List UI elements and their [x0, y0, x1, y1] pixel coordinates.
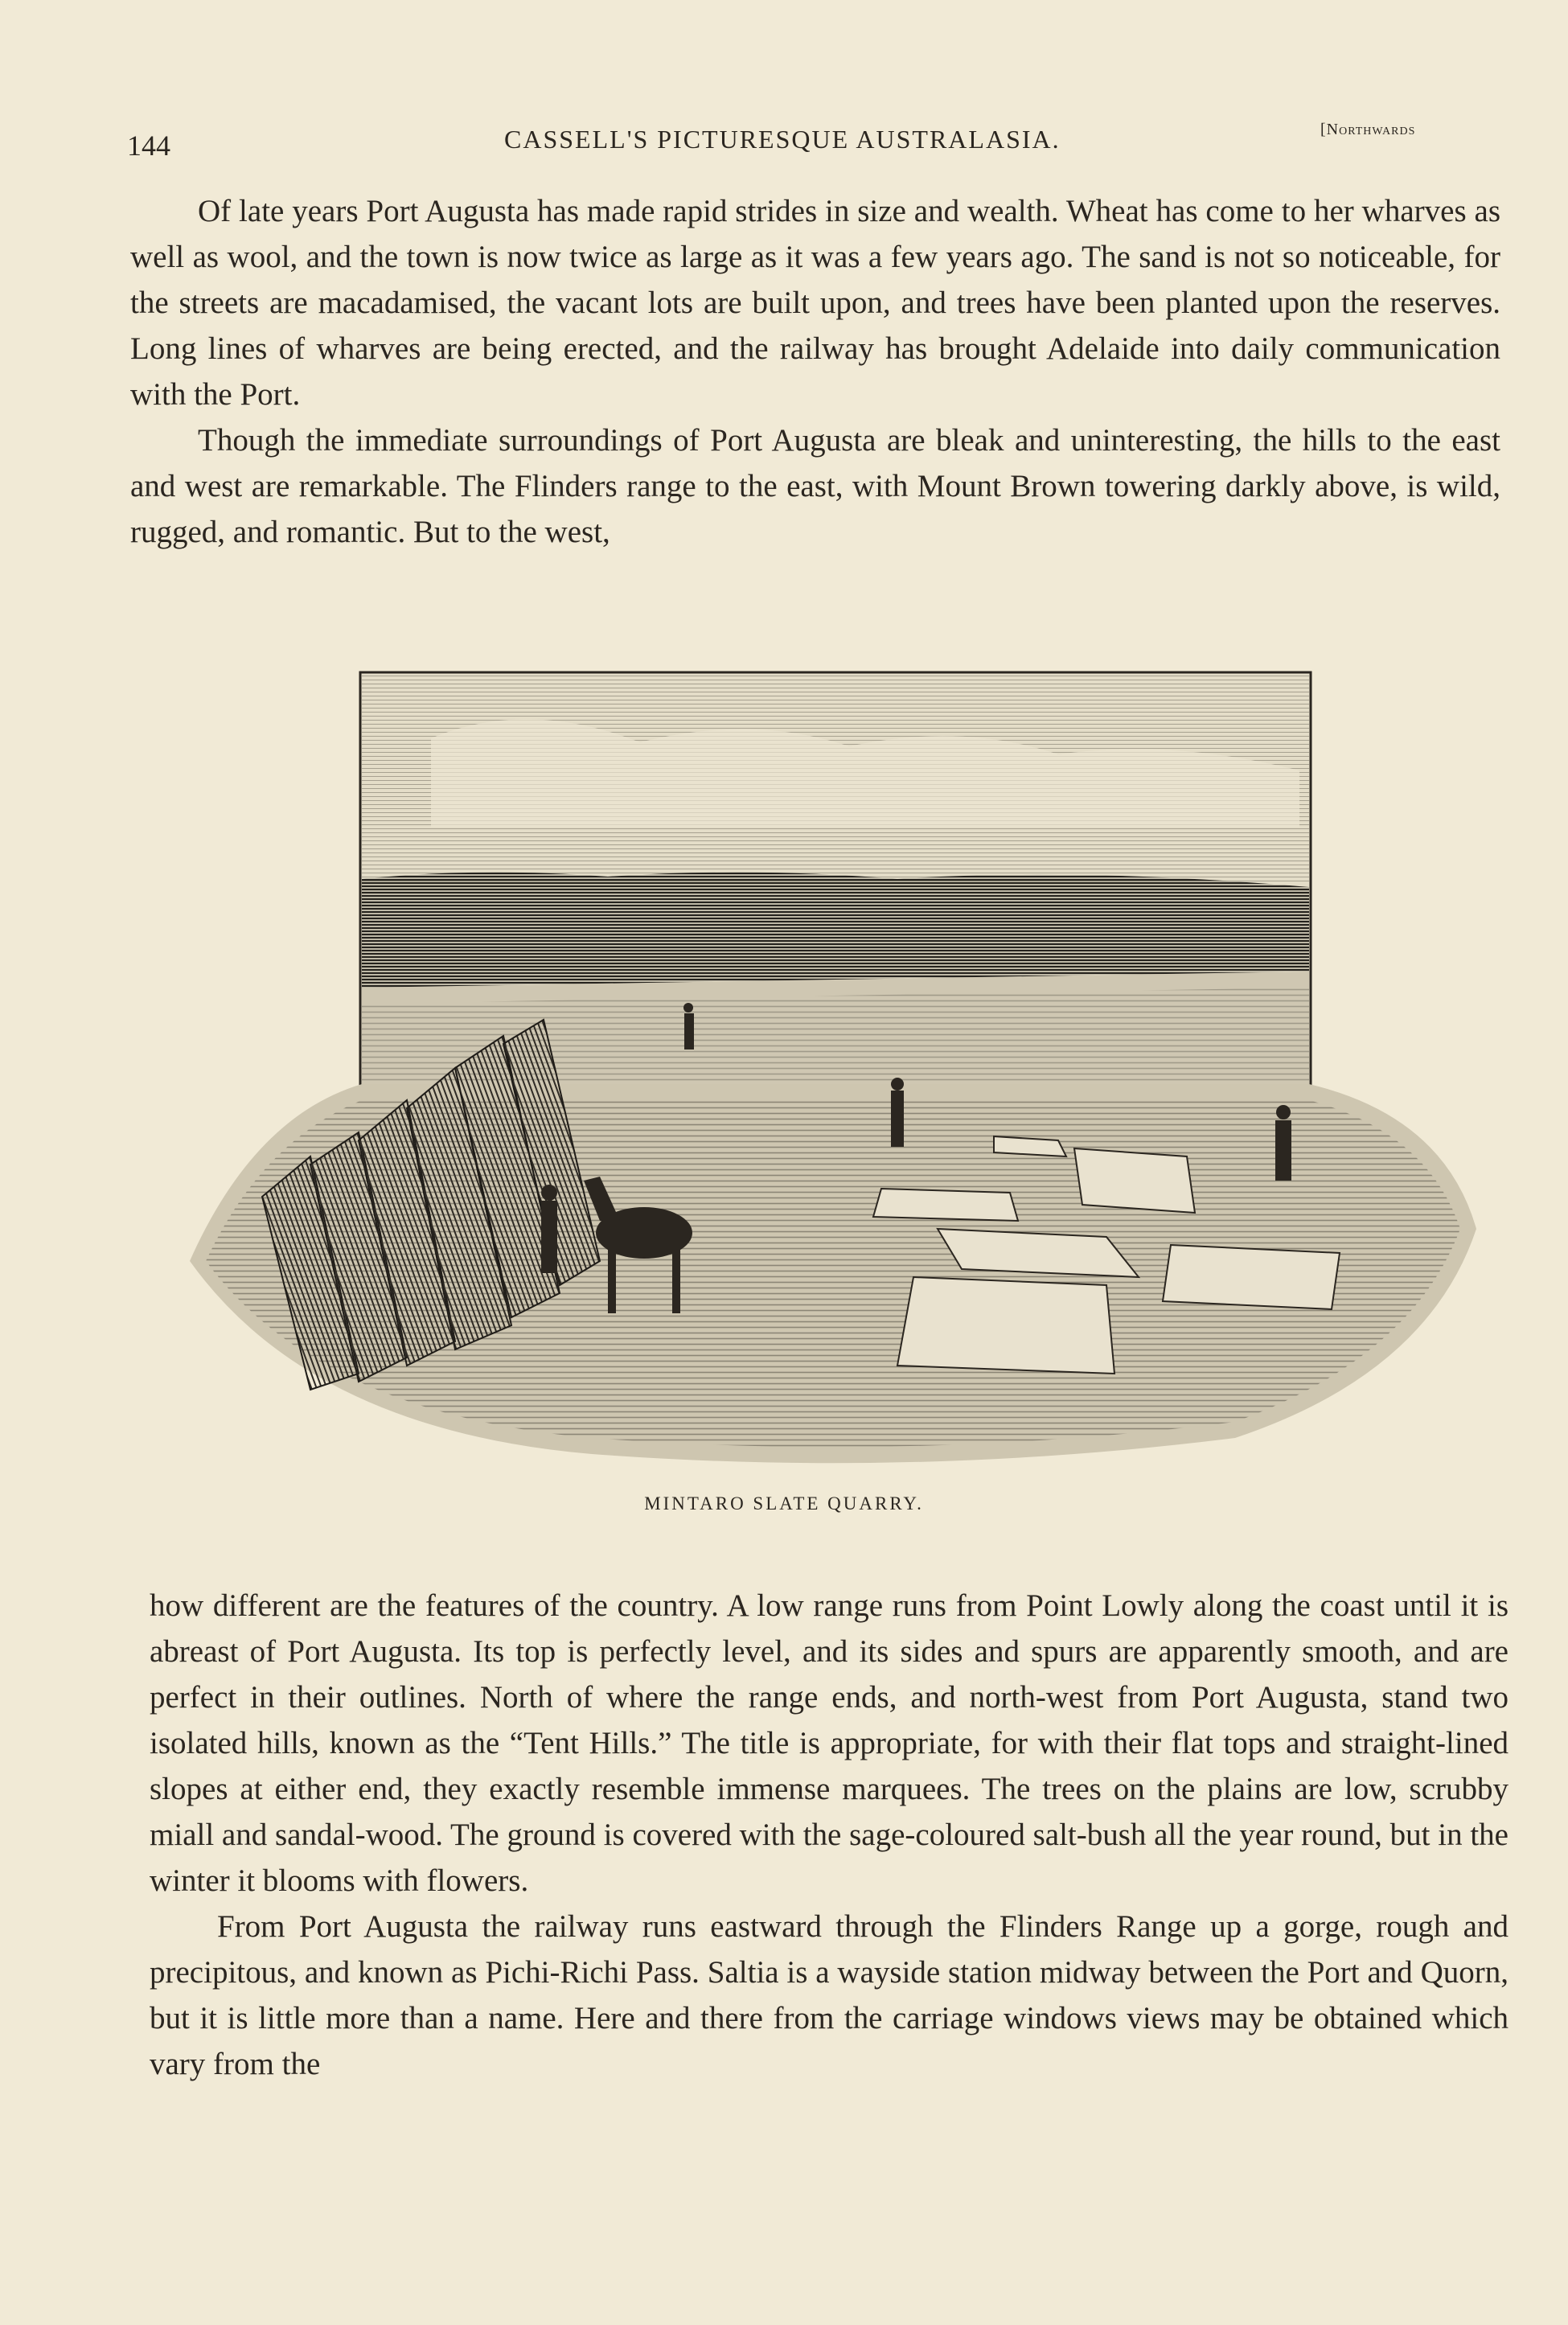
paragraph: From Port Augusta the railway runs eastward through the Flinders Range up a gorge, rough and precipitous, and known as Pichi-Richi Pass. Saltia is a wayside station midway between the Port and Quorn, but it is little more than a name. Here and there from the carriage windows views may be obtained which vary from the — [150, 1909, 1508, 2081]
bottom-text-block — [150, 1583, 1508, 2087]
figure-caption: MINTARO SLATE QUARRY. — [644, 1493, 924, 1514]
section-heading: [Northwards — [1320, 121, 1416, 138]
paragraph: Though the immediate surroundings of Port Augusta are bleak and uninteresting, the hills to the east and west are remarkable. The Flinders range to the east, with Mount Brown towering darkly above, is wild, rugged, and romantic. But to the west, — [130, 423, 1500, 549]
top-text-block — [130, 188, 1500, 555]
page-number: 144 — [127, 129, 170, 162]
page-header — [0, 121, 1568, 169]
quarry-engraving — [190, 666, 1476, 1470]
paragraph: Of late years Port Augusta has made rapid strides in size and wealth. Wheat has come to her wharves as well as wool, and the town is now twice as large as it was a few years ago. The sand is not so noticeable, for the streets are macadamised, the vacant lots are built upon, and trees have been planted upon the reserves. Long lines of wharves are being erected, and the railway has brought Adelaide into daily communication with the Port. — [130, 194, 1500, 412]
paragraph: how different are the features of the country. A low range runs from Point Lowly along the coast until it is abreast of Port Augusta. Its top is perfectly level, and its sides and spurs are apparently smooth, and are perfect in their outlines. North of where the range ends, and north-west from Port Augusta, stand two isolated hills, known as the “Tent Hills.” The title is appropriate, for with their flat tops and straight-lined slopes at either end, they exactly resemble immense marquees. The trees on the plains are low, scrubby miall and sandal-wood. The ground is covered with the sage-coloured salt-bush all the year round, but in the winter it blooms with flowers. — [150, 1588, 1508, 1898]
engraving-illustration — [190, 666, 1476, 1470]
running-title: CASSELL'S PICTURESQUE AUSTRALASIA. — [504, 125, 1061, 154]
